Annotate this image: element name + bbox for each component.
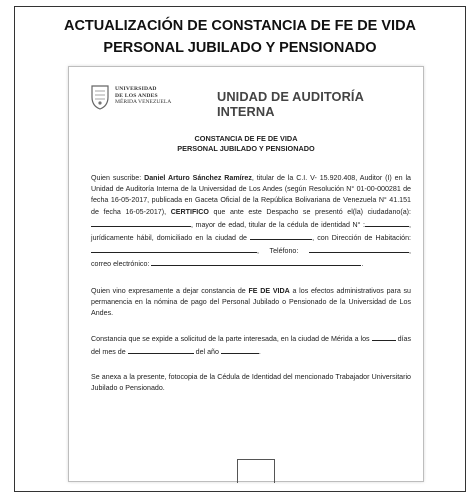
university-name-line2: DE LOS ANDES bbox=[115, 92, 158, 99]
id-number-field[interactable] bbox=[365, 218, 409, 227]
text-segment: Quien vino expresamente a dejar constancia de bbox=[91, 286, 249, 295]
certificate-document bbox=[68, 66, 424, 482]
text-segment: , Teléfono: bbox=[257, 247, 310, 256]
paragraph-attachment: Se anexa a la presente, fotocopia de la Cédula de Identidad del mencionado Trabajador Universitario Jubilado o Pensionado. bbox=[91, 372, 411, 392]
certifico-label: CERTIFICO bbox=[170, 207, 209, 216]
university-name-line1: UNIVERSIDAD bbox=[115, 86, 157, 92]
university-name bbox=[115, 86, 171, 106]
university-name-line3: MÉRIDA VENEZUELA bbox=[115, 99, 172, 105]
photo-box bbox=[237, 459, 275, 483]
text-segment: que ante este Despacho se presentó el(la) ciudadano(a): bbox=[208, 207, 411, 216]
text-segment: , jurídicamente hábil, domiciliado en la ciudad de bbox=[91, 220, 411, 243]
unit-title: UNIDAD DE AUDITORÍA INTERNA bbox=[217, 89, 364, 119]
text-segment: Constancia que se expide a solicitud de la parte interesada, en la ciudad de Mérida a los bbox=[91, 335, 372, 344]
certificate-body bbox=[91, 173, 411, 394]
city-field[interactable] bbox=[250, 231, 312, 240]
page-title-line1: ACTUALIZACIÓN DE CONSTANCIA DE FE DE VIDA bbox=[63, 18, 417, 34]
certificate-title-line1: CONSTANCIA DE FE DE VIDA bbox=[194, 134, 298, 143]
address-field[interactable] bbox=[91, 244, 257, 253]
text-segment: días del mes de bbox=[91, 335, 411, 357]
paragraph-fe-de-vida bbox=[91, 286, 411, 320]
day-field[interactable] bbox=[372, 332, 396, 341]
page-title bbox=[15, 15, 465, 59]
paragraph-certification: Quien suscribe: Daniel Arturo Sánchez Ramírez, titular de la C.I. V- 15.920.408, Auditor (I) en la Unidad de Auditoría Interna de la Universidad de Los Andes (según Resolución N° 01-00-000281 de fecha 16-05-2017, publicada en Gaceta Oficial de la República Bolivariana de Venezuela N° 41.151 de fecha 16-05-2017), CERTIFICO que ante este Despacho se presentó el(la) ciudadano(a): , mayor de edad, titular de la cédula de identidad N° : , jurídicamente hábil, domiciliado en la ciudad de , con Dirección de Habitación: , Teléfono: , correo electrónico: . bbox=[91, 174, 411, 269]
text-segment: , correo electrónico: bbox=[91, 247, 411, 269]
page-title-line2: PERSONAL JUBILADO Y PENSIONADO bbox=[103, 40, 377, 56]
text-segment: a los efectos administrativos para su permanencia en la nómina de pago del Personal Jubilado o Pensionado de la Universidad de Los Andes. bbox=[91, 286, 411, 318]
university-seal-icon bbox=[89, 83, 111, 111]
certificate-title-line2: PERSONAL JUBILADO Y PENSIONADO bbox=[177, 144, 315, 153]
month-field[interactable] bbox=[128, 345, 194, 354]
certificate-title bbox=[69, 134, 423, 154]
fe-de-vida-label: FE DE VIDA bbox=[248, 286, 290, 295]
citizen-name-field[interactable] bbox=[91, 218, 191, 227]
text-segment: , con Dirección de Habitación: bbox=[312, 234, 411, 243]
phone-field[interactable] bbox=[309, 244, 409, 253]
year-field[interactable] bbox=[221, 345, 261, 357]
text-segment: . bbox=[258, 348, 261, 357]
paragraph-issuance bbox=[91, 332, 411, 358]
email-field[interactable] bbox=[151, 257, 361, 266]
auditor-name: Daniel Arturo Sánchez Ramírez bbox=[144, 174, 252, 182]
text-segment: Quien suscribe: bbox=[91, 174, 145, 182]
text-segment: del año bbox=[193, 348, 221, 357]
text-segment: , mayor de edad, titular de la cédula de identidad N° : bbox=[191, 220, 366, 229]
text-segment: , titular de la C.I. V- 15.920.408, Auditor (I) en la Unidad de Auditoría Interna de la Universidad de Los Andes (según Resolución N° 01-00-000281 de fecha 16-05-2017, publicada en Gaceta Oficial de la República Bolivariana de Venezuela N° 41.151 de fecha 16-05-2017), bbox=[91, 174, 411, 216]
